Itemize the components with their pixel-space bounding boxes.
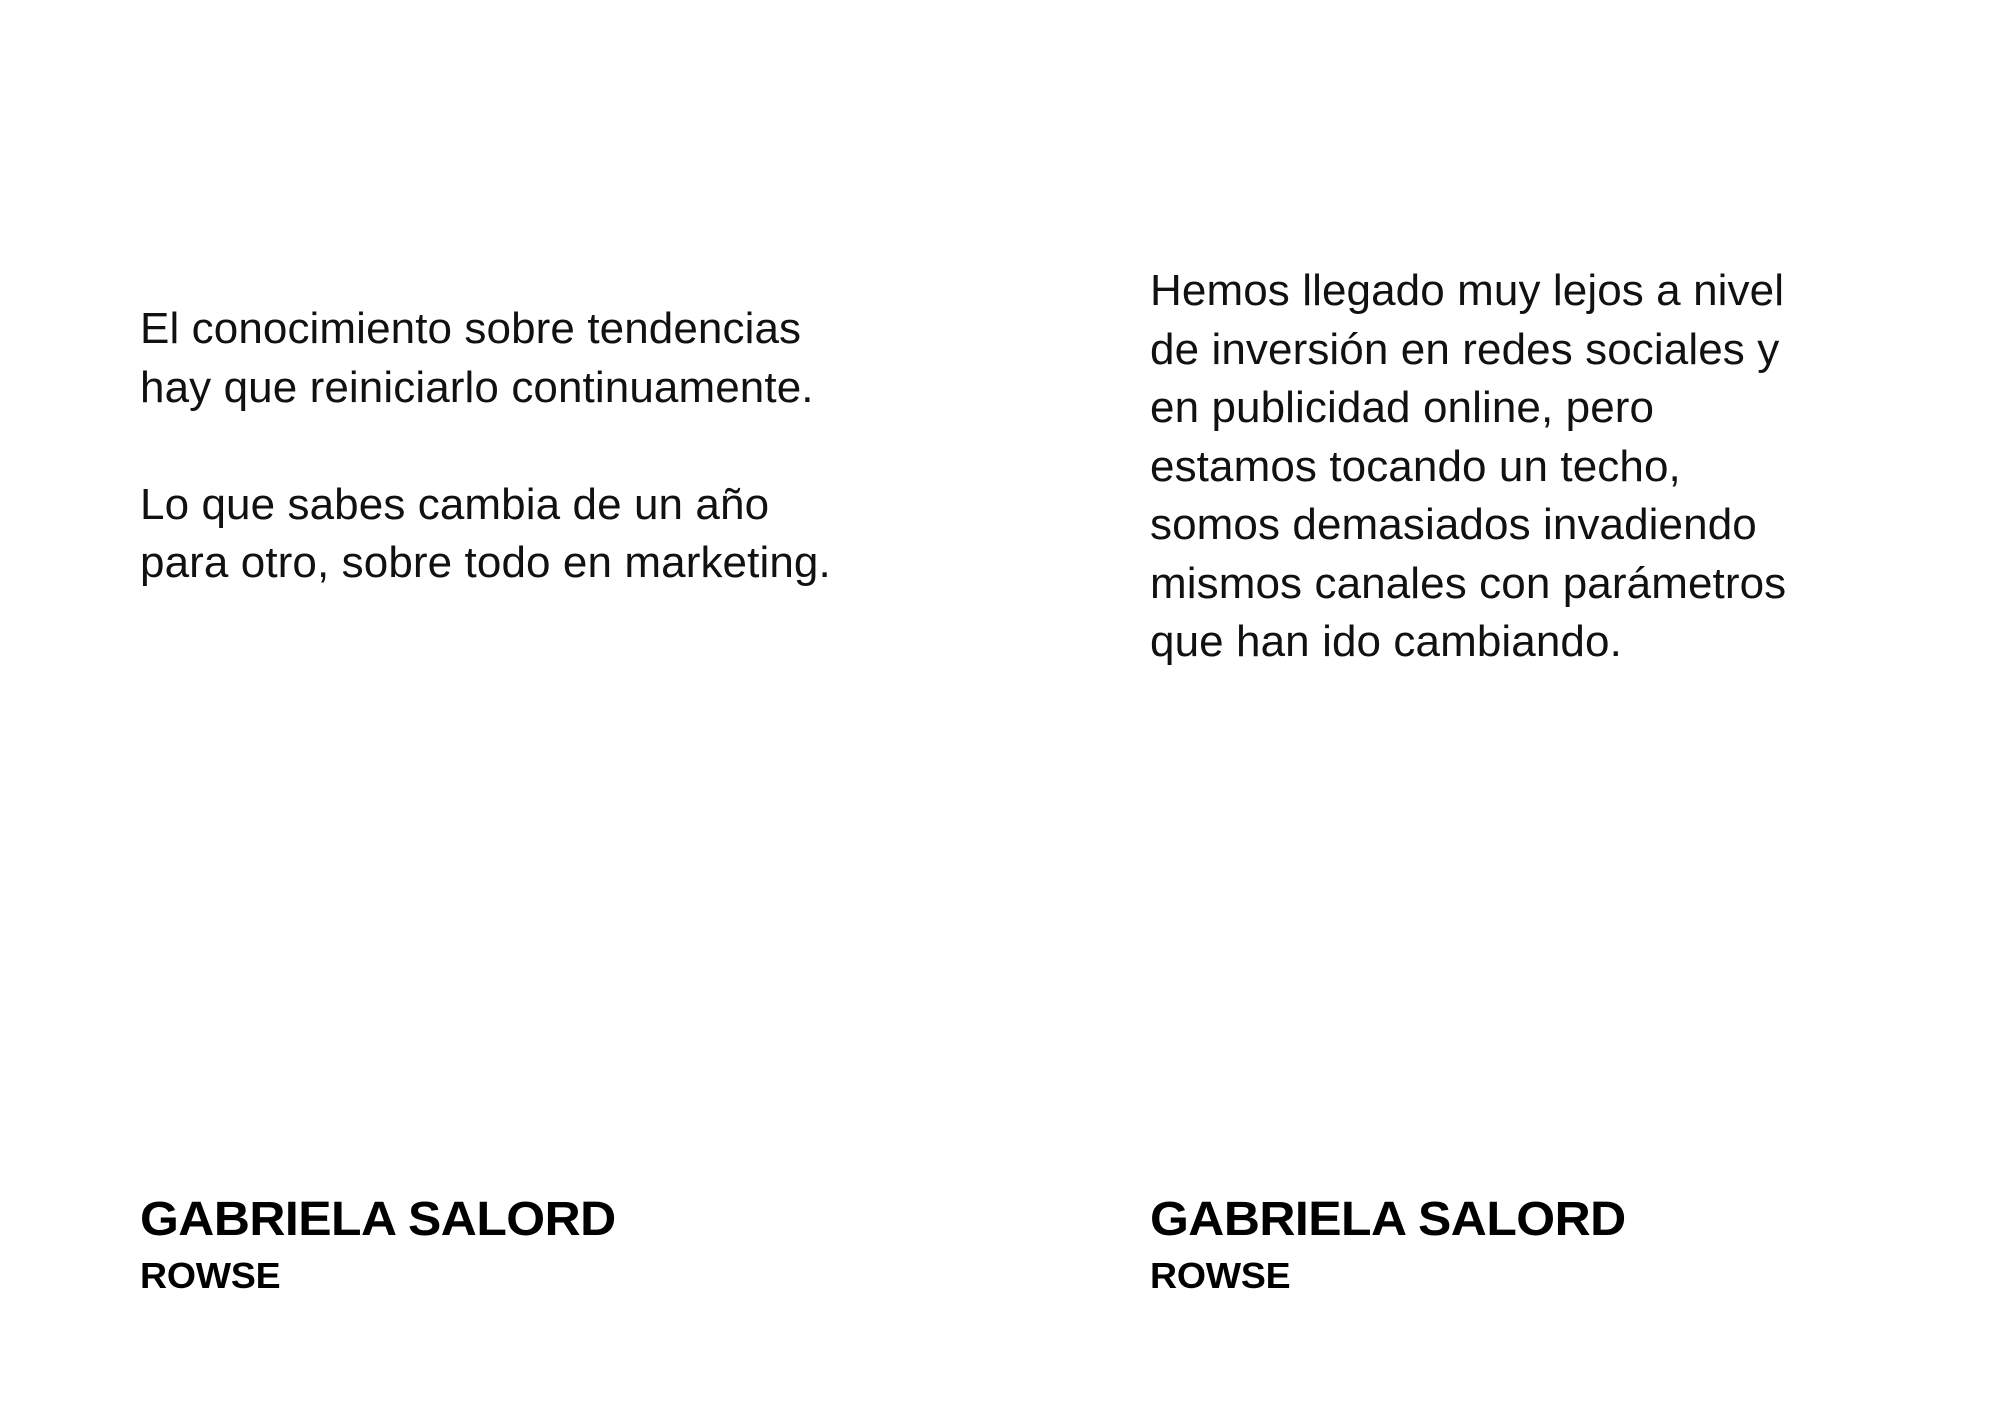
attribution-right bbox=[1150, 1192, 1626, 1296]
quote-paragraph: Hemos llegado muy lejos a nivel de inversión en redes sociales y en publicidad online, pero estamos tocando un techo, somos demasiados invadiendo mismos canales con parámetros que han ido cambiando. bbox=[1150, 266, 1787, 667]
quote-paragraph: El conocimiento sobre tendencias hay que reiniciarlo continuamente. bbox=[140, 304, 814, 412]
quote-text-left bbox=[140, 300, 840, 593]
quote-panel-right bbox=[1000, 0, 2000, 1414]
quote-paragraph: Lo que sabes cambia de un año para otro, sobre todo en marketing. bbox=[140, 479, 831, 588]
speaker-company: ROWSE bbox=[1150, 1254, 1291, 1296]
speaker-name: GABRIELA SALORD bbox=[140, 1192, 616, 1246]
quote-text-right bbox=[1150, 262, 1790, 672]
speaker-company: ROWSE bbox=[140, 1254, 281, 1296]
speaker-name: GABRIELA SALORD bbox=[1150, 1192, 1626, 1246]
attribution-left bbox=[140, 1192, 616, 1296]
